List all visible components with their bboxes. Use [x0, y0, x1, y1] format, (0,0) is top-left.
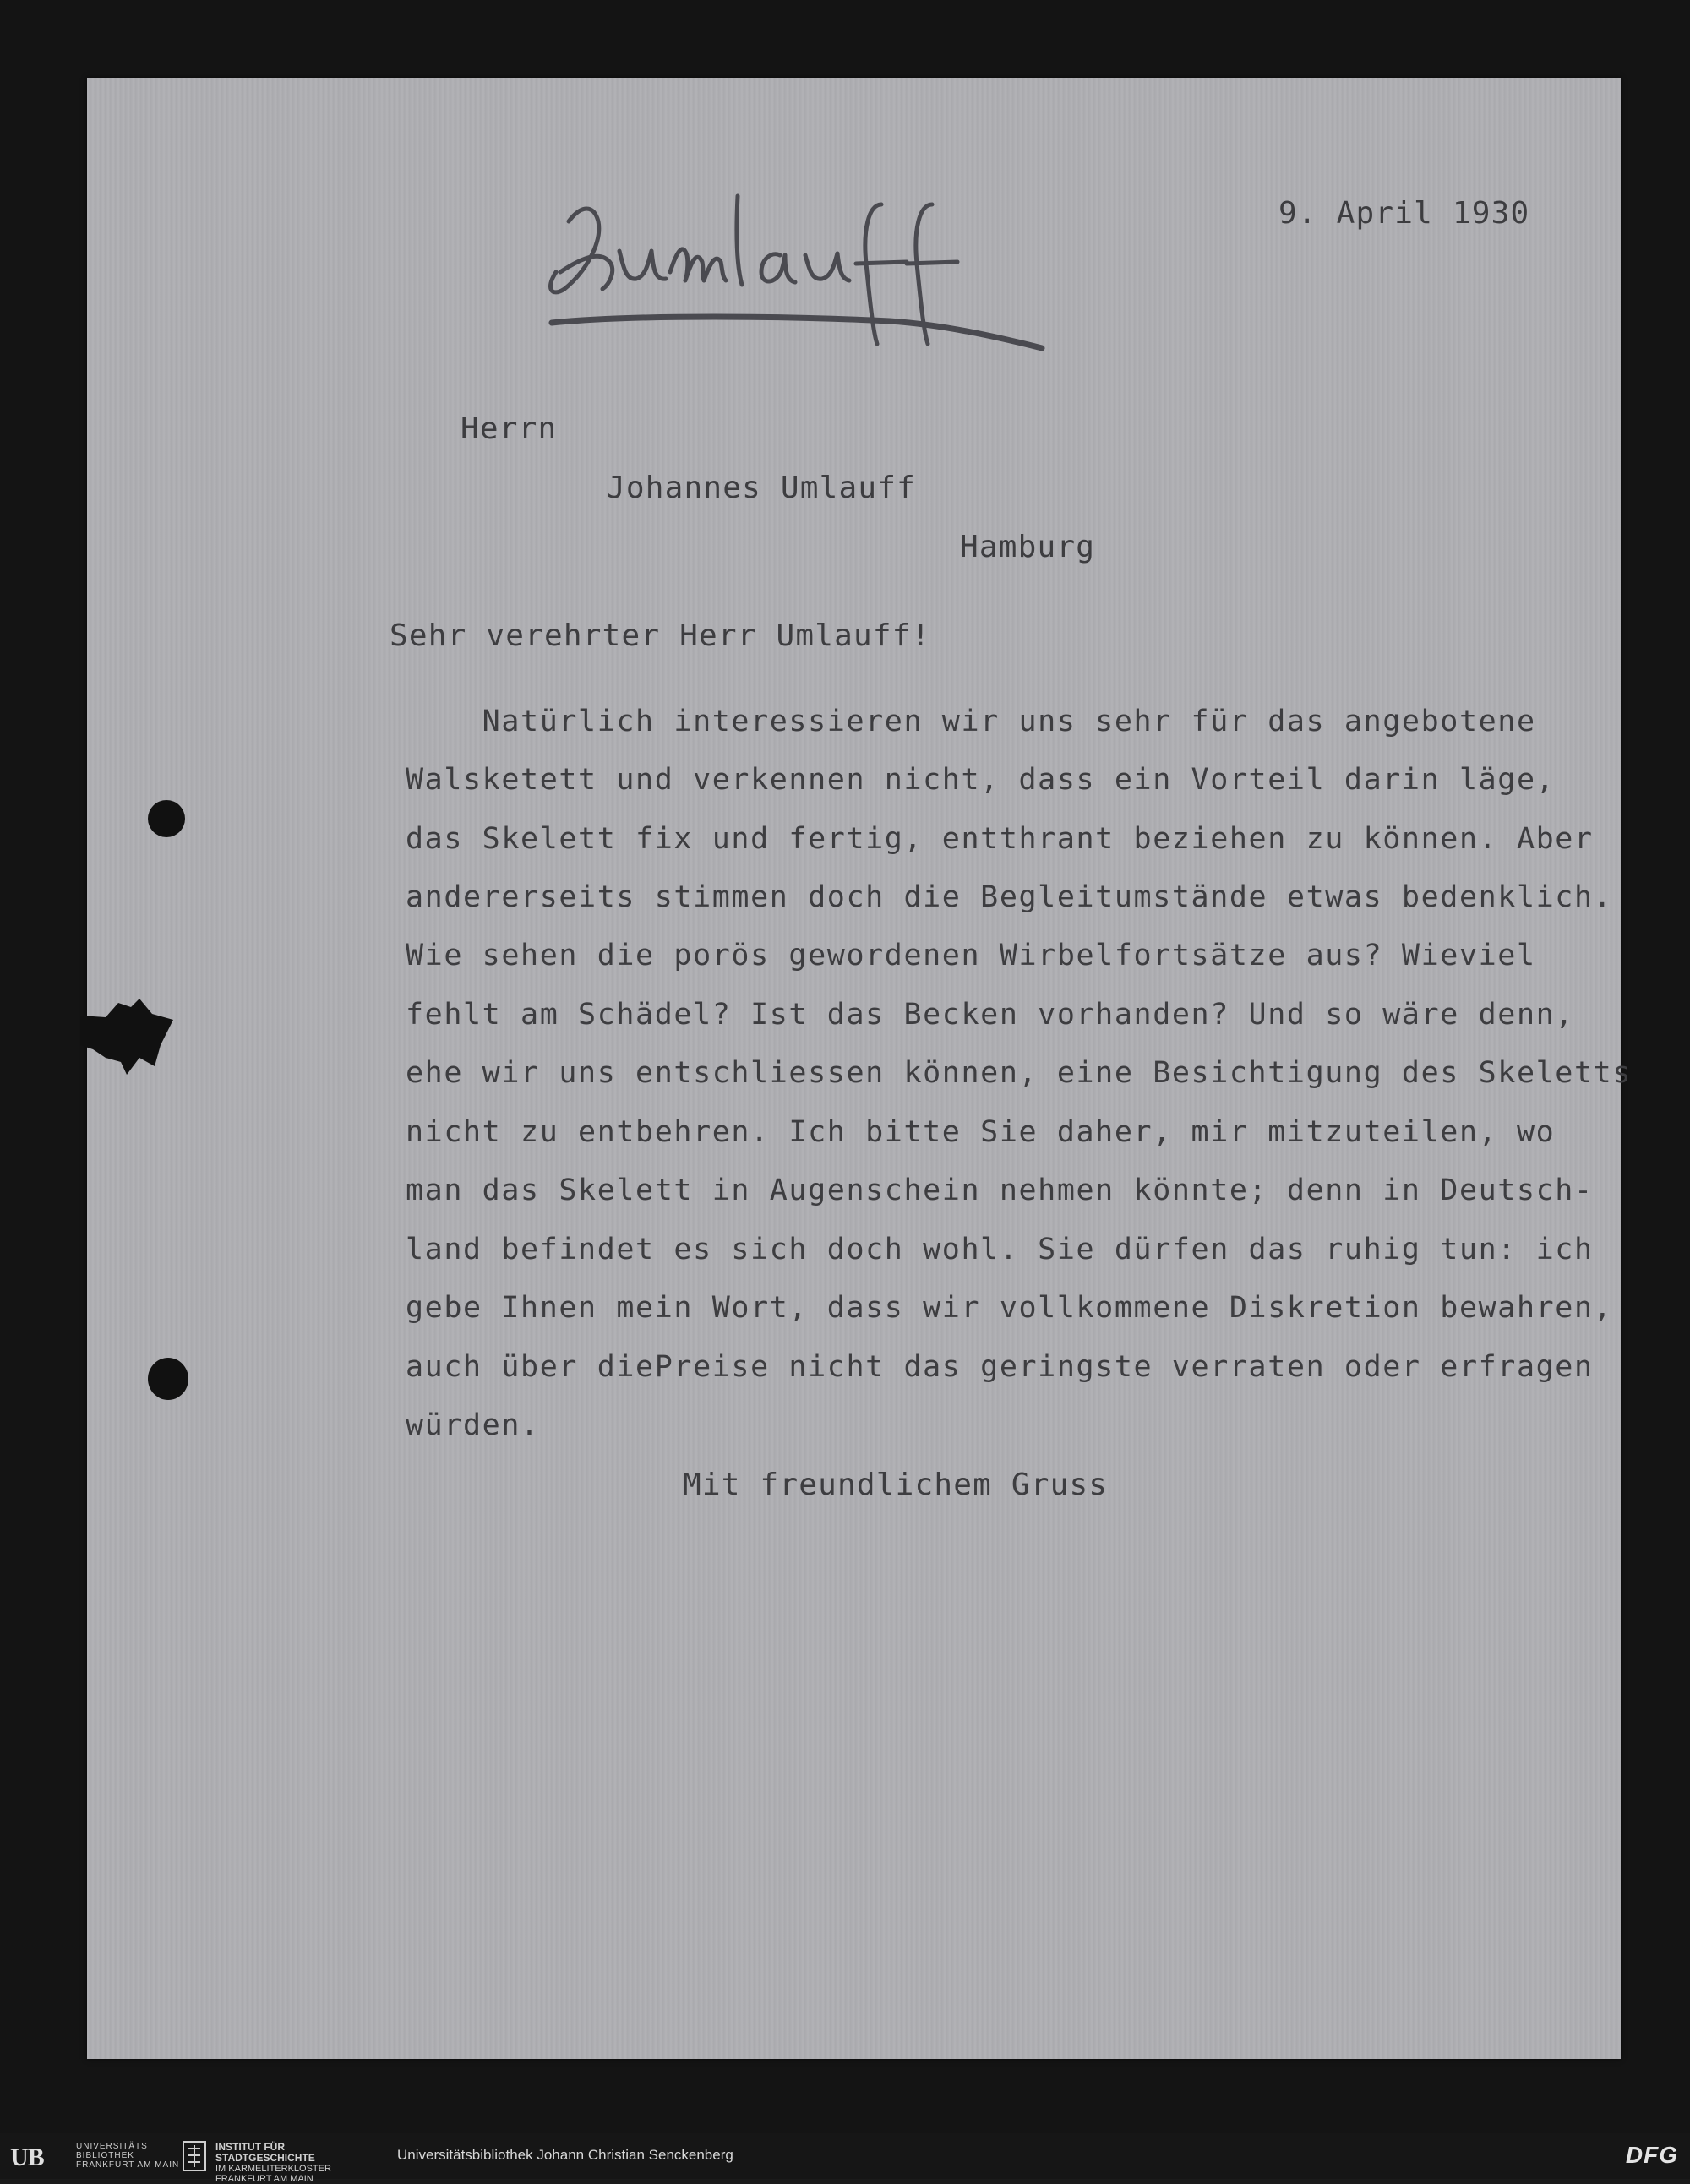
- letter-date: 9. April 1930: [1278, 196, 1530, 231]
- isg-subtitle: IM KARMELITERKLOSTER FRANKFURT AM MAIN: [215, 2164, 331, 2184]
- body-line: andererseits stimmen doch die Begleitumstände etwas bedenklich.: [406, 880, 1613, 914]
- isg-text: [215, 2142, 331, 2184]
- body-line: man das Skelett in Augenschein nehmen könnte; denn in Deutsch-: [406, 1174, 1594, 1207]
- punch-hole-bottom: [148, 1358, 188, 1400]
- ub-logo: [10, 2140, 179, 2172]
- body-line: fehlt am Schädel? Ist das Becken vorhanden? Und so wäre denn,: [406, 998, 1574, 1032]
- isg-emblem-icon: [182, 2140, 207, 2172]
- body-line: nicht zu entbehren. Ich bitte Sie daher, mir mitzuteilen, wo: [406, 1115, 1556, 1149]
- recipient-name: Johannes Umlauff: [607, 471, 916, 505]
- handwritten-signature: [535, 171, 1059, 365]
- letter-greeting: Sehr verehrter Herr Umlauff!: [390, 618, 931, 653]
- body-line: Natürlich interessieren wir uns sehr für das angebotene: [406, 705, 1536, 738]
- recipient-city: Hamburg: [960, 530, 1096, 564]
- body-line: würden.: [406, 1408, 540, 1442]
- letter-closing: Mit freundlichem Gruss: [683, 1468, 1109, 1502]
- body-line: das Skelett fix und fertig, entthrant beziehen zu können. Aber: [406, 822, 1594, 856]
- library-name: Universitätsbibliothek Johann Christian Senckenberg: [397, 2147, 733, 2163]
- body-line: ehe wir uns entschliessen können, eine Besichtigung des Skeletts: [406, 1056, 1632, 1090]
- ub-text: UNIVERSITÄTS BIBLIOTHEK FRANKFURT AM MAIN: [76, 2142, 180, 2170]
- isg-logo: [182, 2140, 376, 2184]
- torn-edge-mark: [80, 999, 182, 1108]
- body-line: land befindet es sich doch wohl. Sie dürfen das ruhig tun: ich: [406, 1233, 1594, 1266]
- body-line: Wie sehen die porös gewordenen Wirbelfortsätze aus? Wieviel: [406, 939, 1536, 972]
- archive-footer: [0, 2133, 1690, 2184]
- recipient-prefix: Herrn: [461, 411, 558, 446]
- body-line: Walsketett und verkennen nicht, dass ein Vorteil darin läge,: [406, 763, 1556, 797]
- dfg-logo: DFG: [1625, 2142, 1678, 2168]
- body-line: auch über diePreise nicht das geringste verraten oder erfragen: [406, 1350, 1594, 1384]
- body-line: gebe Ihnen mein Wort, dass wir vollkommene Diskretion bewahren,: [406, 1291, 1613, 1325]
- letter-page: [87, 78, 1632, 2059]
- ub-mark: UB: [10, 2143, 44, 2171]
- isg-title: INSTITUT FÜR STADTGESCHICHTE: [215, 2141, 315, 2164]
- punch-hole-top: [148, 800, 185, 837]
